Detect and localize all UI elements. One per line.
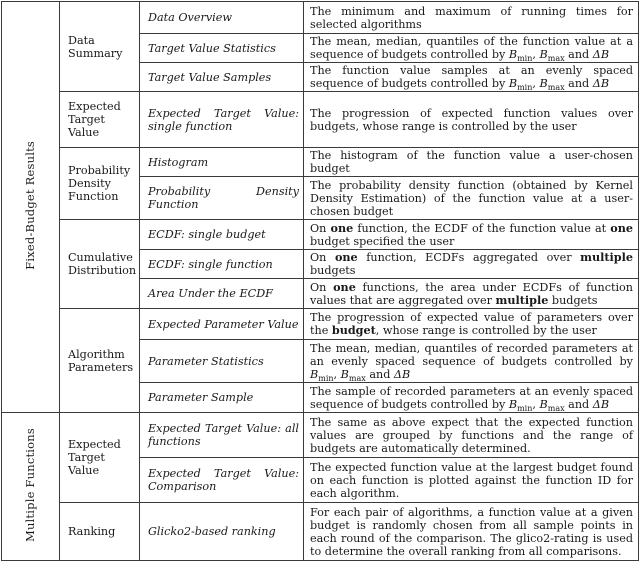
feature-cell: ECDF: single budget (140, 220, 304, 250)
feature-cell: Glicko2-based ranking (140, 503, 304, 561)
feature-cell: Parameter Statistics (140, 340, 304, 383)
table-row (2, 92, 639, 148)
description-cell: On one function, the ECDF of the function value at one budget specified the user (304, 220, 639, 250)
description-cell: On one function, ECDFs aggregated over multiple budgets (304, 250, 639, 279)
group-cell-ranking: Ranking (60, 503, 140, 561)
table-row (2, 220, 639, 250)
description-cell: The minimum and maximum of running times for selected algorithms (304, 2, 639, 34)
group-cell-algorithm-parameters: Algorithm Parameters (60, 309, 140, 413)
features-table (1, 1, 639, 561)
feature-cell: Target Value Statistics (140, 34, 304, 63)
feature-cell: Expected Parameter Value (140, 309, 304, 340)
feature-cell: Probability Density Function (140, 177, 304, 220)
description-cell: On one functions, the area under ECDFs of function values that are aggregated over multiple budgets (304, 279, 639, 309)
description-cell: The progression of expected function values over budgets, whose range is controlled by the user (304, 92, 639, 148)
description-cell: The expected function value at the largest budget found on each function is plotted against the function ID for each algorithm. (304, 458, 639, 503)
description-cell: The function value samples at an evenly spaced sequence of budgets controlled by $B_{min}$, $B_{max}$ and ΔB (304, 63, 639, 92)
section-cell-fixed-budget (2, 2, 60, 413)
feature-cell: Data Overview (140, 2, 304, 34)
table-row (2, 2, 639, 34)
table-row (2, 413, 639, 458)
table-row (2, 148, 639, 177)
feature-cell: Target Value Samples (140, 63, 304, 92)
description-cell: The mean, median, quantiles of the function value at a sequence of budgets controlled by $B_{min}$, $B_{max}$ and ΔB (304, 34, 639, 63)
feature-cell: Area Under the ECDF (140, 279, 304, 309)
table-row (2, 309, 639, 340)
group-cell-expected-target-value: Expected Target Value (60, 92, 140, 148)
feature-cell: Parameter Sample (140, 383, 304, 413)
section-cell-multiple-functions (2, 413, 60, 561)
section-label: Multiple Functions (23, 427, 37, 543)
description-cell: For each pair of algorithms, a function value at a given budget is randomly chosen from all sample points in each round of the comparison. The glico2-rating is used to determine the overall ranking from all comparisons. (304, 503, 639, 561)
table-row (2, 503, 639, 561)
description-cell: The probability density function (obtained by Kernel Density Estimation) of the function value at a user-chosen budget (304, 177, 639, 220)
feature-cell: ECDF: single function (140, 250, 304, 279)
feature-cell: Expected Target Value: all functions (140, 413, 304, 458)
feature-cell: Histogram (140, 148, 304, 177)
group-cell-data-summary: Data Summary (60, 2, 140, 92)
section-label: Fixed-Budget Results (23, 141, 37, 270)
group-cell-cumulative-distribution: Cumulative Distribution (60, 220, 140, 309)
group-cell-pdf: Probability Density Function (60, 148, 140, 220)
description-cell: The progression of expected value of parameters over the budget, whose range is controlled by the user (304, 309, 639, 340)
description-cell: The mean, median, quantiles of recorded parameters at an evenly spaced sequence of budgets controlled by $B_{min}$, $B_{max}$ and ΔB (304, 340, 639, 383)
group-cell-expected-target-value-multi: Expected Target Value (60, 413, 140, 503)
feature-cell: Expected Target Value: single function (140, 92, 304, 148)
description-cell: The sample of recorded parameters at an evenly spaced sequence of budgets controlled by $B_{min}$, $B_{max}$ and ΔB (304, 383, 639, 413)
feature-cell: Expected Target Value: Comparison (140, 458, 304, 503)
description-cell: The histogram of the function value a user-chosen budget (304, 148, 639, 177)
description-cell: The same as above expect that the expected function values are grouped by functions and the range of budgets are automatically determined. (304, 413, 639, 458)
